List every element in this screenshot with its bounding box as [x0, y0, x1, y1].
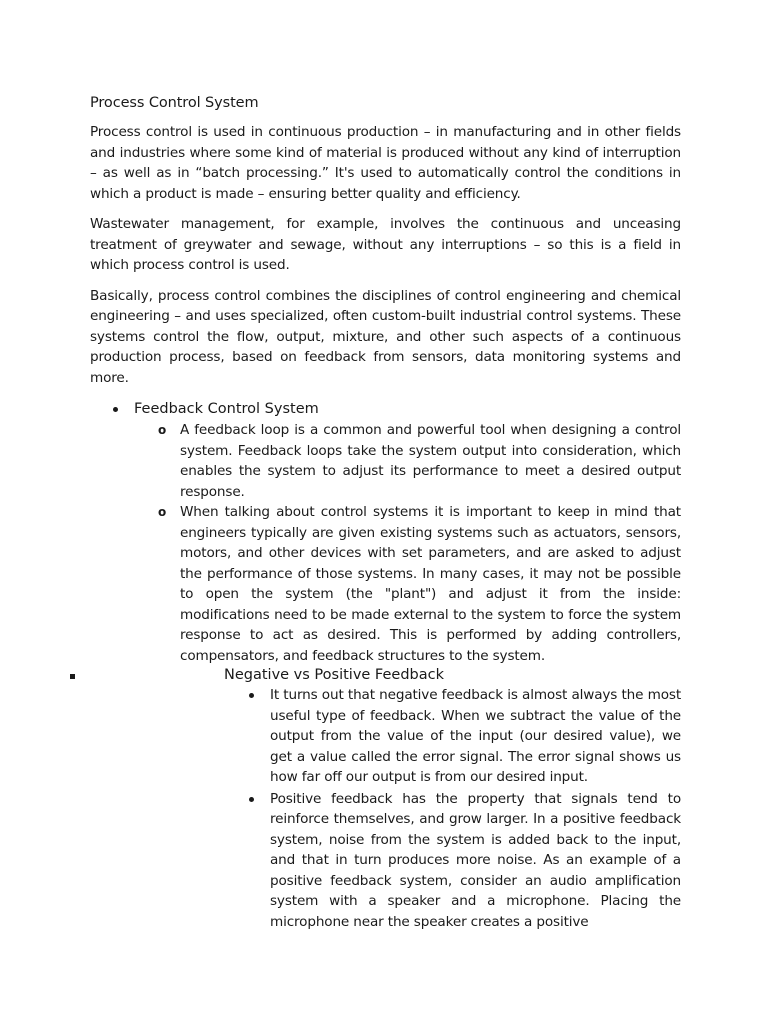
list-item — [158, 502, 681, 666]
paragraph-wastewater: Wastewater management, for example, involves the continuous and unceasing treatment of greywater and sewage, without any interruptions – so this is a field in which process control is used. — [90, 216, 681, 273]
list-item — [270, 789, 681, 933]
circle-bullet-icon: o — [158, 505, 167, 519]
list-item-text: When talking about control systems it is important to keep in mind that engineers typically are given existing systems such as actuators, sensors, motors, and other devices with set parameters, and are asked to adjust the performance of those systems. In many cases, it may not be possible to open the system (the "plant") and adjust it from the inside: modifications need to be made external to the system to force the system response to act as desired. This is performed by adding controllers, compensators, and feedback structures to the system. — [180, 504, 681, 664]
bullet-dot-icon — [249, 693, 254, 698]
paragraph-process-control: Process control is used in continuous production – in manufacturing and in other fields and industries where some kind of material is produced without any kind of interruption – as well as in “batch processing.” It's used to automatically control the conditions in which a product is made – ensuring better quality and efficiency. — [90, 124, 681, 202]
list-item-negative-positive — [90, 666, 681, 685]
list-item-text: Positive feedback has the property that signals tend to reinforce themselves, and grow larger. In a positive feedback system, noise from the system is added back to the input, and that in turn produces more noise. As an example of a positive feedback system, consider an audio amplification system with a speaker and a microphone. Placing the microphone near the speaker creates a positive — [270, 790, 681, 930]
document-title: Process Control System — [90, 95, 259, 111]
sublist-feedback — [90, 420, 681, 666]
subsection-heading: Negative vs Positive Feedback — [224, 667, 444, 683]
list-item — [158, 420, 681, 502]
section-heading: Feedback Control System — [134, 401, 319, 417]
bullet-dot-icon — [113, 407, 118, 412]
square-bullet-icon — [70, 674, 75, 679]
list-item-text: It turns out that negative feedback is almost always the most useful type of feedback. When we subtract the value of the output from the value of the input (our desired value), we get a value called the error signal. The error signal shows us how far off our output is from our desired input. — [270, 687, 681, 785]
sublist-negative-positive — [90, 685, 681, 932]
circle-bullet-icon: o — [158, 423, 167, 437]
list-item-feedback-control — [90, 398, 681, 420]
bullet-dot-icon — [249, 797, 254, 802]
list-item — [270, 685, 681, 788]
paragraph-basically: Basically, process control combines the disciplines of control engineering and chemical engineering – and uses specialized, often custom-built industrial control systems. These systems control the flow, output, mixture, and other such aspects of a continuous production process, based on feedback from sensors, data monitoring systems and more. — [90, 287, 681, 386]
list-item-text: A feedback loop is a common and powerful tool when designing a control system. Feedback loops take the system output into consideration, which enables the system to adjust its performance to meet a desired output response. — [180, 422, 681, 500]
